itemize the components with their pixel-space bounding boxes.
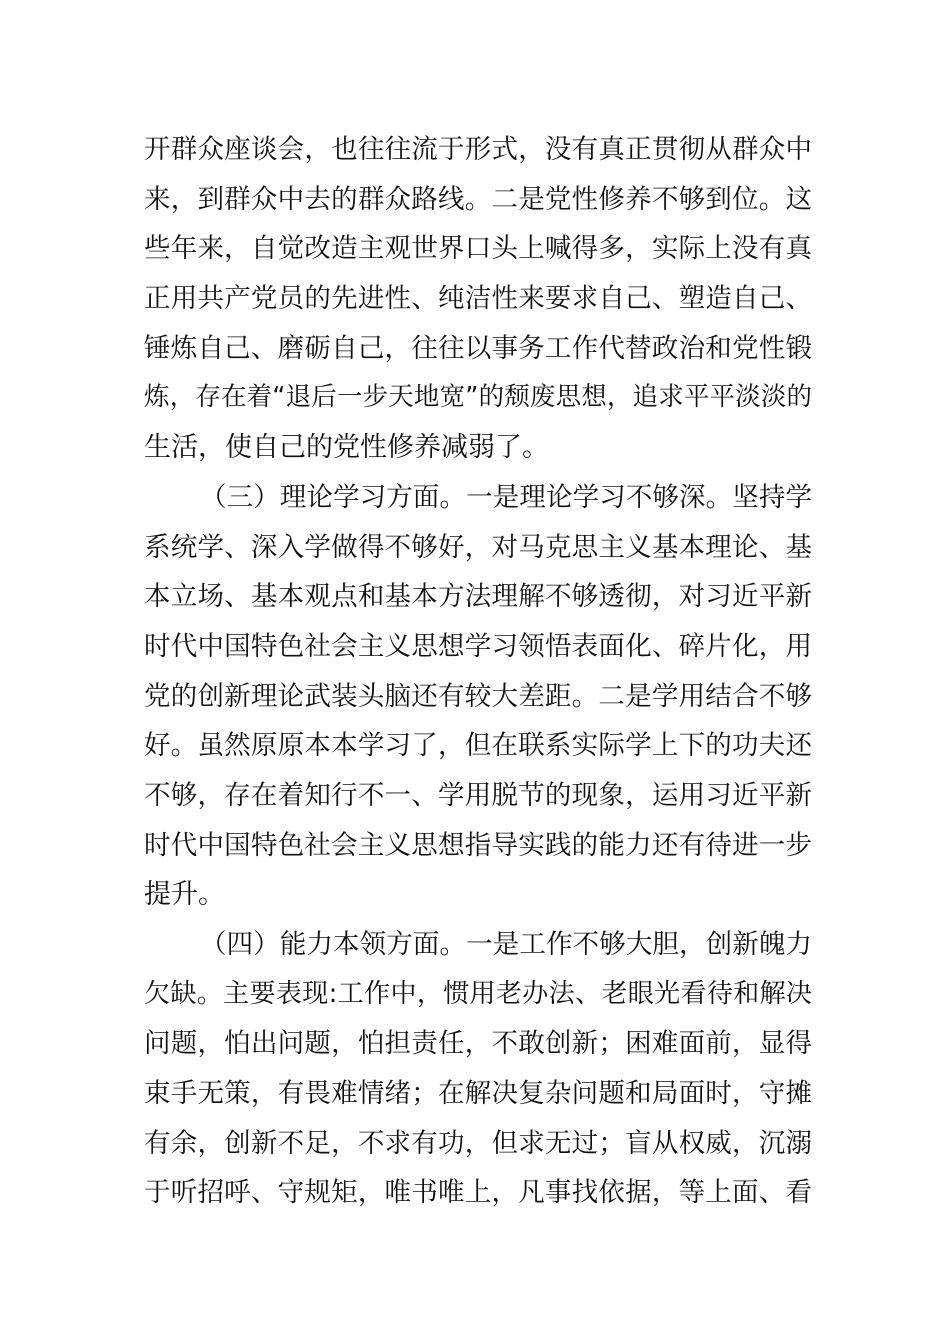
text-line: 生活，使自己的党性修养减弱了。 [144,432,549,464]
text-line: 有余，创新不足，不求有功，但求无过；盲从权威，沉溺 [144,1127,812,1159]
text-line: 开群众座谈会，也往往流于形式，没有真正贯彻从群众中 [144,134,812,165]
text-line: 好。虽然原原本本学习了，但在联系实际学上下的功夫还 [144,730,812,762]
text-line: 锤炼自己、磨砺自己，往往以事务工作代替政治和党性锻 [144,332,812,364]
body-text [144,125,812,1218]
section-heading-line: （四）能力本领方面。一是工作不够大胆，创新魄力 [200,929,812,960]
text-line: 欠缺。主要表现:工作中，惯用老办法、老眼光看待和解决 [144,978,812,1009]
text-line: 些年来，自觉改造主观世界口头上喊得多，实际上没有真 [144,233,812,265]
text-line: 来，到群众中去的群众路线。二是党性修养不够到位。这 [144,183,812,215]
text-line: 不够，存在着知行不一、学用脱节的现象，运用习近平新 [144,779,812,811]
text-line: 束手无策，有畏难情绪；在解决复杂问题和局面时，守摊 [144,1078,812,1110]
text-line: 党的创新理论武装头脑还有较大差距。二是学用结合不够 [144,680,812,712]
section-heading-line: （三）理论学习方面。一是理论学习不够深。坚持学 [200,481,812,513]
text-line: 炼，存在着“退后一步天地宽”的颓废思想，追求平平淡淡的 [144,382,812,413]
text-line: 时代中国特色社会主义思想指导实践的能力还有待进一步 [144,829,812,861]
text-line: 本立场、基本观点和基本方法理解不够透彻，对习近平新 [144,581,812,613]
text-line: 正用共产党员的先进性、纯洁性来要求自己、塑造自己、 [144,283,812,315]
text-line: 于听招呼、守规矩，唯书唯上，凡事找依据，等上面、看 [144,1177,812,1209]
text-line: 问题，怕出问题，怕担责任，不敢创新；困难面前，显得 [144,1028,812,1060]
text-line: 系统学、深入学做得不够好，对马克思主义基本理论、基 [144,531,812,563]
text-line: 提升。 [144,879,225,911]
text-line: 时代中国特色社会主义思想学习领悟表面化、碎片化，用 [144,630,812,662]
